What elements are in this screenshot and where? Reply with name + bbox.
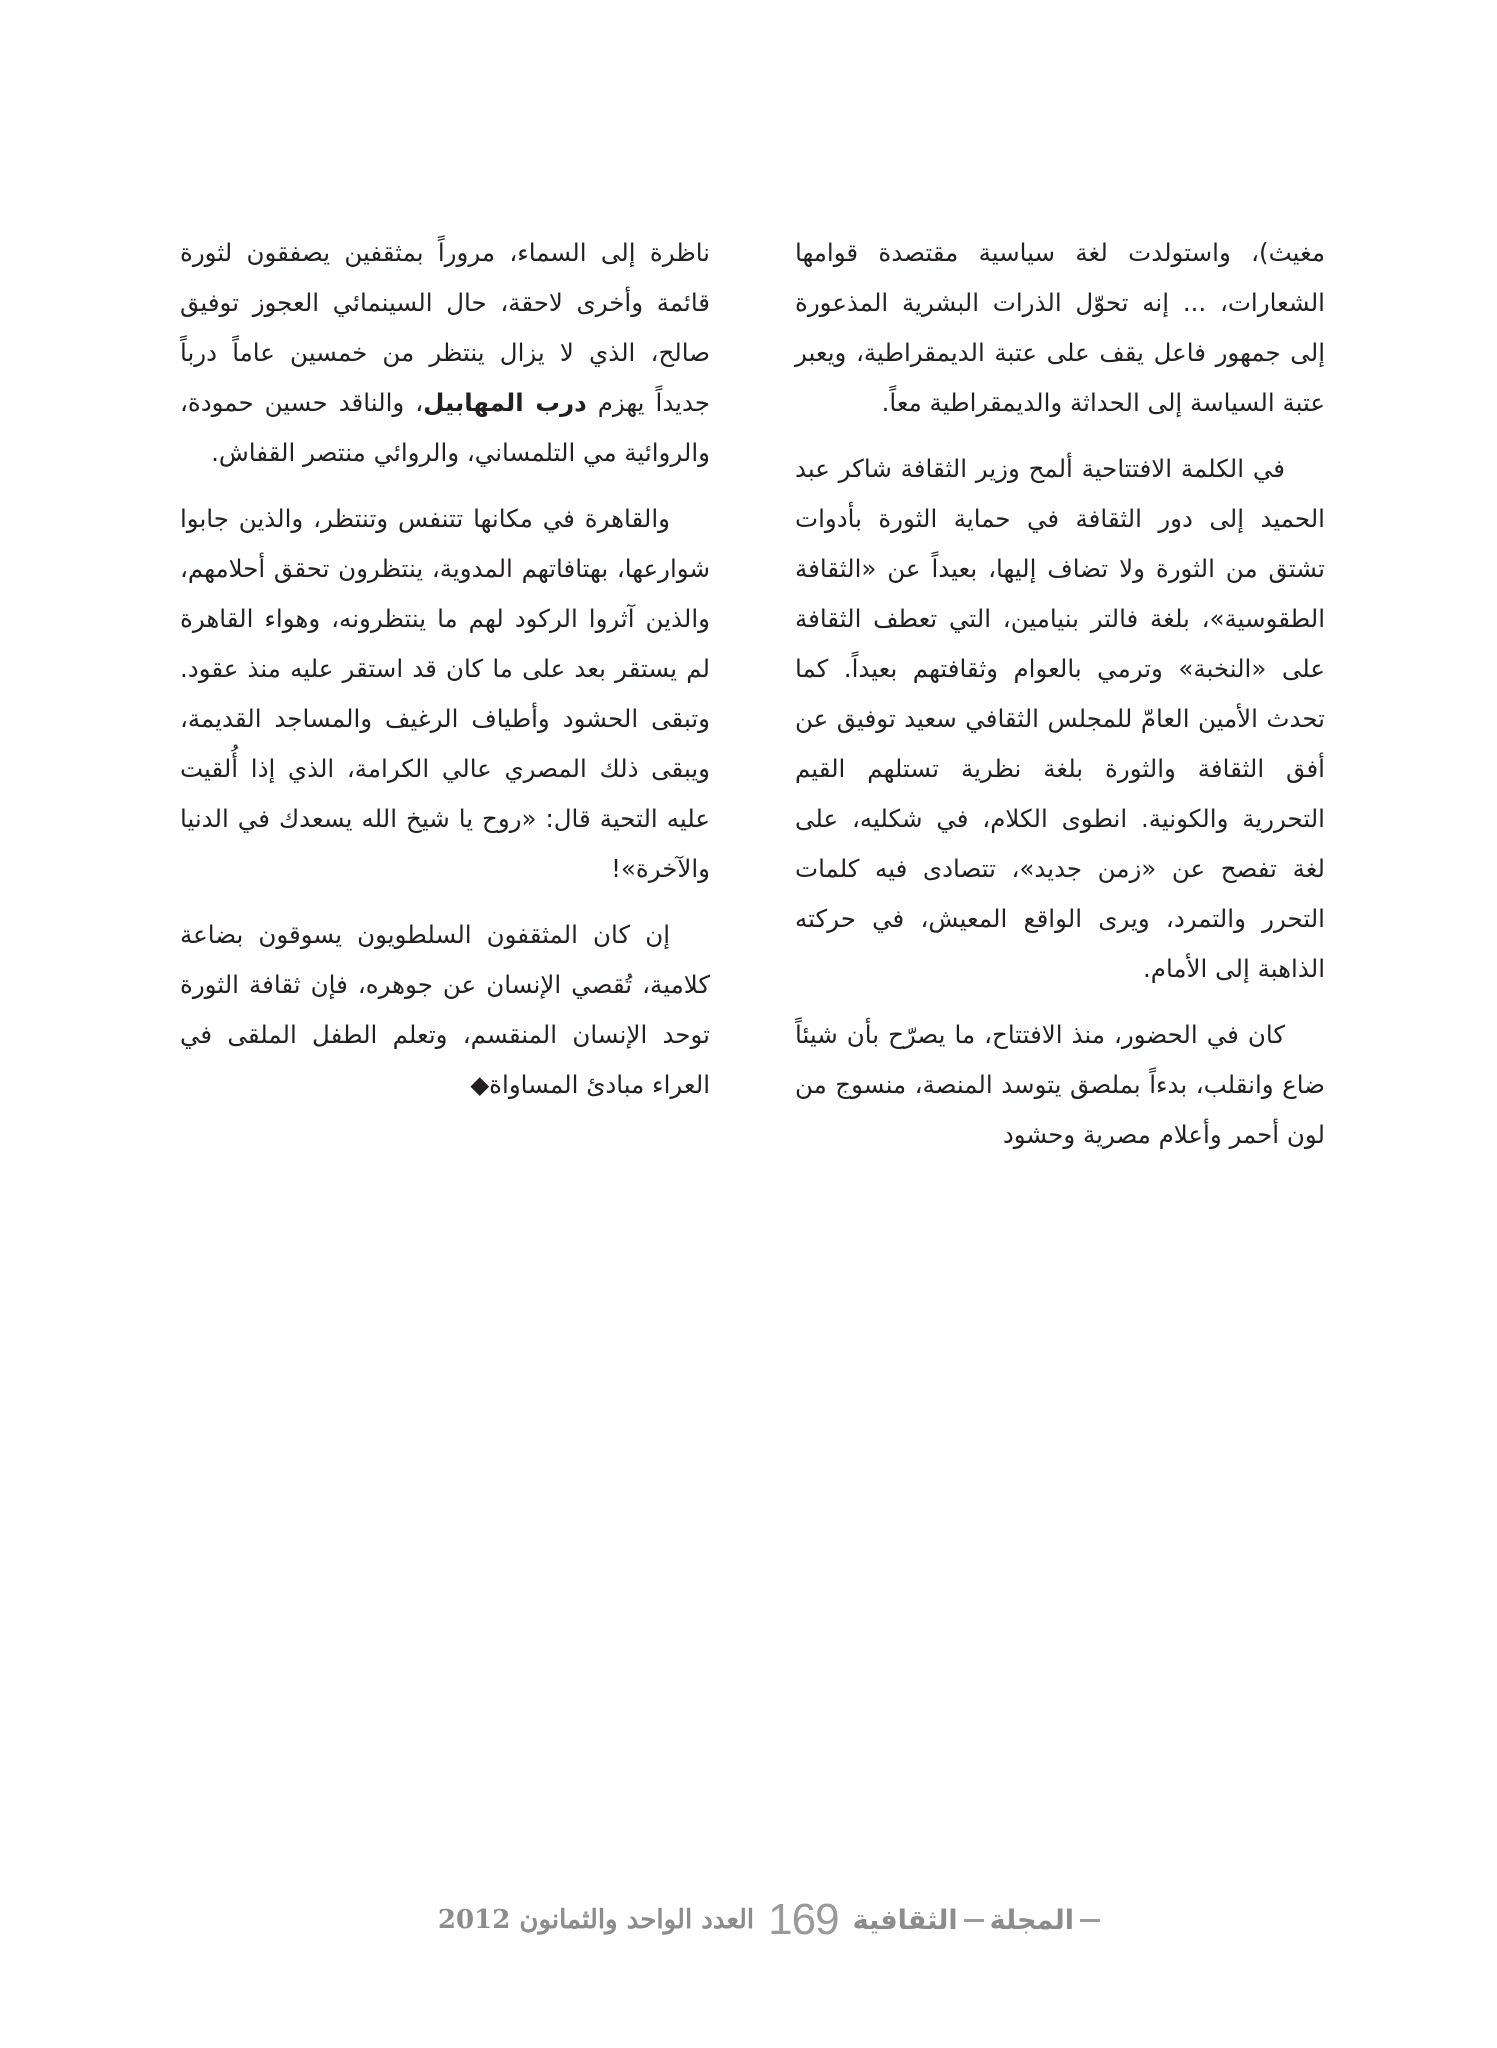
paragraph [180,228,710,478]
magazine-word: المجلة [989,1904,1074,1936]
bold-novel-title: درب المهابيل [423,388,587,417]
paragraph: والقاهرة في مكانها تتنفس وتنتظر، والذين جابوا شوارعها، بهتافاتهم المدوية، ينتظرون تحقق أحلامهم، والذين آثروا الركود لهم ما ينتظرونه، وهواء القاهرة لم يستقر بعد على ما كان قد استقر عليه منذ عقود. وتبقى الحشود وأطياف الرغيف والمساجد القديمة، ويبقى ذلك المصري عالي الكرامة، الذي إذا أُلقيت عليه التحية قال: «روح يا شيخ الله يسعدك في الدنيا والآخرة»! [180,504,710,883]
paragraph: كان في الحضور، منذ الافتتاح، ما يصرّح بأن شيئاً ضاع وانقلب، بدءاً بملصق يتوسد المنصة، منسوج من لون أحمر وأعلام مصرية وحشود [795,1020,1325,1149]
paragraph: إن كان المثقفون السلطويون يسوقون بضاعة كلامية، تُقصي الإنسان عن جوهره، فإن ثقافة الثورة توحد الإنسان المنقسم، وتعلم الطفل الملقى في العراء مبادئ المساواة◆ [180,920,710,1099]
paragraph: في الكلمة الافتتاحية ألمح وزير الثقافة شاكر عبد الحميد إلى دور الثقافة في حماية الثورة بأدوات تشتق من الثورة ولا تضاف إليها، بعيداً عن «الثقافة الطقوسية»، بلغة فالتر بنيامين، التي تعطف الثقافة على «النخبة» وترمي بالعوام وثقافتهم بعيداً. كما تحدث الأمين العامّ للمجلس الثقافي سعيد توفيق عن أفق الثقافة والثورة بلغة نظرية تستلهم القيم التحررية والكونية. انطوى الكلام، في شكليه، على لغة تفصح عن «زمن جديد»، تتصادى فيه كلمات التحرر والتمرد، ويرى الواقع المعيش، في حركته الذاهبة إلى الأمام. [795,454,1325,983]
issue-label: العدد الواحد والثمانون 2012 [437,1905,755,1935]
text-run: ناظرة إلى السماء، مروراً بمثقفين يصفقون لثورة قائمة وأخرى لاحقة، حال السينمائي العجوز توفيق صالح، الذي لا يزال ينتظر من خمسين عاماً درباً جديداً يهزم [180,238,711,417]
logo-bar [1080,1919,1100,1922]
text-run: ، والناقد حسين حمودة، والروائية مي التلمساني، والروائي منتصر القفاش. [180,388,710,467]
paragraph: مغيث)، واستولدت لغة سياسية مقتصدة قوامها الشعارات، ... إنه تحوّل الذرات البشرية المذعورة إلى جمهور فاعل يقف على عتبة الديمقراطية، ويعبر عتبة السياسة إلى الحداثة والديمقراطية معاً. [795,238,1325,417]
logo-bar [964,1919,984,1922]
article-column-right [795,228,1325,1176]
magazine-logo [853,1905,1100,1936]
page-footer [420,1895,1100,1945]
magazine-word: الثقافية [852,1904,958,1936]
page-number: 169 [768,1895,839,1944]
article-column-left [180,228,710,1126]
